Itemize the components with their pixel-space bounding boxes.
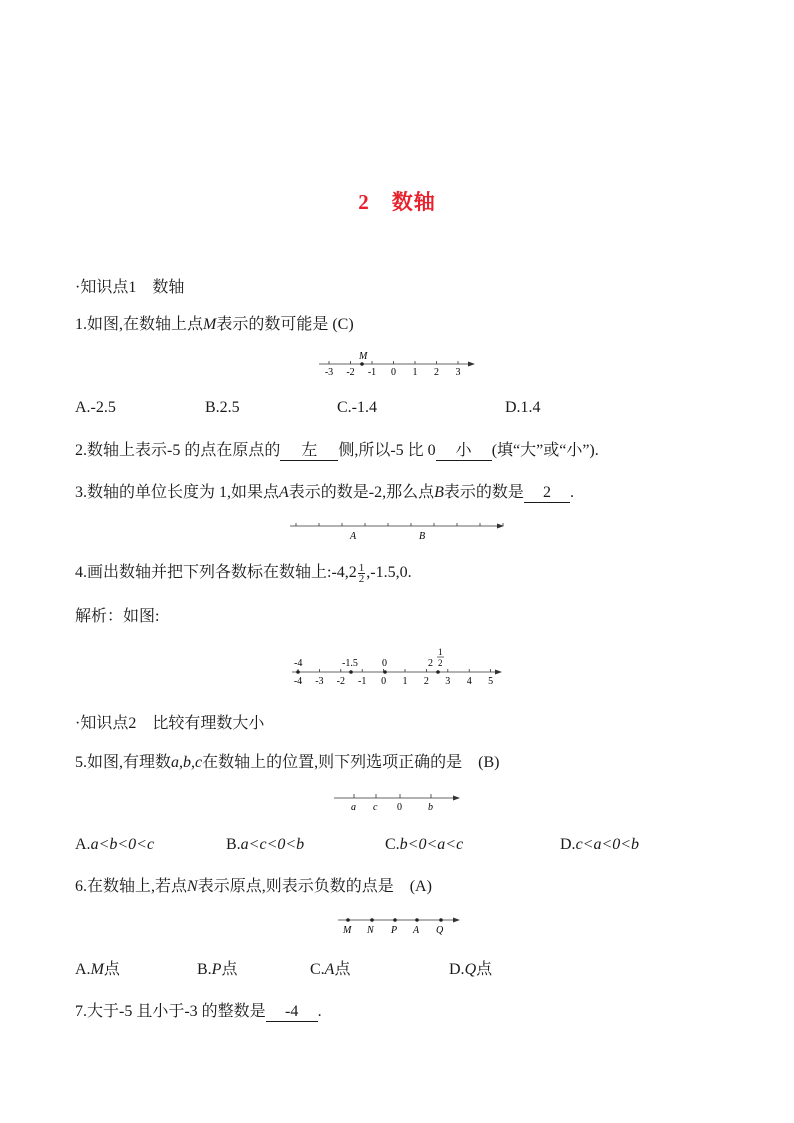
- q5-option-a-expr: a<b<0<c: [90, 836, 155, 853]
- q4-top-label-neg4: -4: [294, 658, 303, 669]
- q4-tick-label: 4: [466, 676, 472, 687]
- q5-label-a: a: [351, 802, 356, 813]
- q2-text-2: 侧,所以-5 比 0: [338, 442, 436, 459]
- q5-option-d: [560, 834, 639, 856]
- q2-answer-2: 小: [436, 442, 492, 461]
- q6-option-a-letter: A.: [75, 961, 91, 978]
- q4-frac-numerator: 1: [358, 561, 365, 574]
- q3-number-line: [286, 516, 516, 544]
- q1-tick-label: -2: [346, 367, 355, 378]
- q6-option-c-var: A: [324, 961, 335, 978]
- q5-option-b-letter: B.: [226, 836, 241, 853]
- q4-tick-label: -3: [315, 676, 324, 687]
- question-5: [75, 752, 499, 774]
- q5-option-d-letter: D.: [560, 836, 576, 853]
- q5-option-a-letter: A.: [75, 836, 91, 853]
- q1-option-c: C.-1.4: [337, 399, 377, 416]
- q1-tick-label: 3: [455, 367, 461, 378]
- q4-tick-label: 1: [402, 676, 408, 687]
- q6-number-line: [334, 912, 469, 938]
- q5-option-d-expr: c<a<0<b: [575, 836, 640, 853]
- q6-option-a-var: M: [90, 961, 104, 978]
- q4-tick-label: -1: [358, 676, 367, 687]
- knowledge-point-2: ·知识点2 比较有理数大小: [75, 715, 265, 732]
- q3-text-4: .: [569, 484, 574, 501]
- question-7: [75, 1001, 322, 1023]
- q4-tick-label: 5: [488, 676, 494, 687]
- q1-point-m: [360, 362, 364, 366]
- q4-frac-denominator: 2: [358, 572, 365, 585]
- q3-var-a: A: [279, 484, 289, 501]
- q4-point-neg4: [296, 670, 300, 674]
- q6-option-d-var: Q: [464, 961, 477, 978]
- q3-answer: 2: [524, 484, 570, 503]
- q5-vars: a,b,c: [171, 754, 203, 771]
- q5-text-2: 在数轴上的位置,则下列选项正确的是 (B): [202, 754, 500, 771]
- question-4: [75, 562, 412, 584]
- q6-label-n: N: [367, 925, 374, 936]
- q1-var: M: [203, 316, 217, 333]
- q4-number-line: [288, 645, 513, 687]
- q6-option-c-suffix: 点: [334, 961, 351, 978]
- q4-text-2: ,-1.5,0.: [366, 564, 412, 581]
- q4-tick-label: -4: [293, 676, 303, 687]
- q5-label-c: c: [373, 802, 378, 813]
- q4-tick-label: 3: [445, 676, 451, 687]
- q6-option-d-letter: D.: [449, 961, 465, 978]
- q5-option-a: [75, 834, 154, 856]
- q4-point-0: [383, 670, 387, 674]
- q4-point-2-5: [436, 670, 440, 674]
- q1-tick-label: -3: [324, 367, 334, 378]
- q7-answer: -4: [266, 1003, 318, 1022]
- q6-var: N: [187, 878, 198, 895]
- q2-text-3: (填“大”或“小”).: [491, 442, 599, 459]
- question-2: [75, 440, 599, 462]
- q1-option-b: B.2.5: [205, 399, 240, 416]
- q5-label-b: b: [428, 802, 433, 813]
- q4-fraction: [358, 563, 366, 584]
- q2-answer-1: 左: [280, 442, 338, 461]
- q1-option-d: D.1.4: [505, 399, 541, 416]
- q3-text-1: 3.数轴的单位长度为 1,如果点: [75, 484, 280, 501]
- q4-tick-label: 2: [423, 676, 429, 687]
- q6-option-d-suffix: 点: [476, 961, 493, 978]
- q5-option-c: [385, 834, 463, 856]
- q4-top-frac-denominator: 2: [438, 658, 443, 668]
- q4-text-1: 4.画出数轴并把下列各数标在数轴上:-4,2: [75, 564, 357, 581]
- q3-text-2: 表示的数是-2,那么点: [288, 484, 435, 501]
- q6-label-m: M: [343, 925, 352, 936]
- q6-option-b-var: P: [211, 961, 222, 978]
- q5-text-1: 5.如图,有理数: [75, 754, 172, 771]
- q4-top-label-2: 2: [428, 658, 433, 669]
- page-title: [0, 186, 794, 216]
- q5-option-b-expr: a<c<0<b: [240, 836, 305, 853]
- q1-tick-label: -1: [367, 367, 377, 378]
- question-1: [75, 314, 354, 336]
- q1-tick-label: 1: [412, 367, 418, 378]
- q4-top-label-neg1-5: -1.5: [342, 658, 358, 669]
- q6-label-q: Q: [436, 925, 444, 936]
- q5-label-0: 0: [397, 802, 402, 813]
- q1-stem-post: 表示的数可能是 (C): [216, 316, 354, 333]
- q6-label-p: P: [391, 925, 398, 936]
- q4-tick-label: -2: [336, 676, 345, 687]
- q5-number-line: [330, 790, 470, 814]
- q6-option-c: [310, 959, 350, 981]
- title-text: 数轴: [391, 190, 436, 214]
- q2-text-1: 2.数轴上表示-5 的点在原点的: [75, 442, 281, 459]
- q1-option-a: A.-2.5: [75, 399, 116, 416]
- question-6: [75, 876, 432, 898]
- q1-tick-label: 2: [434, 367, 439, 378]
- q6-option-b-letter: B.: [197, 961, 212, 978]
- q6-option-a-suffix: 点: [103, 961, 120, 978]
- knowledge-point-1: ·知识点1 数轴: [75, 279, 185, 296]
- q4-top-label-0: 0: [382, 658, 387, 669]
- q1-number-line: [315, 348, 485, 378]
- q4-top-frac-numerator: 1: [438, 647, 443, 657]
- q4-analysis: 解析：如图:: [75, 608, 160, 625]
- title-number: 2: [358, 190, 370, 214]
- q5-option-c-letter: C.: [385, 836, 400, 853]
- q7-text-1: 7.大于-5 且小于-3 的整数是: [75, 1003, 266, 1020]
- q6-option-c-letter: C.: [310, 961, 325, 978]
- q6-option-d: [449, 959, 492, 981]
- q1-stem-pre: 1.如图,在数轴上点: [75, 316, 204, 333]
- q6-label-a: A: [413, 925, 420, 936]
- q1-label-m: M: [359, 351, 368, 362]
- q6-option-b-suffix: 点: [221, 961, 238, 978]
- q1-tick-label: 0: [391, 367, 396, 378]
- q6-option-a: [75, 959, 120, 981]
- q5-option-c-expr: b<0<a<c: [399, 836, 464, 853]
- q5-option-b: [226, 834, 304, 856]
- q6-option-b: [197, 959, 237, 981]
- q4-tick-label: 0: [381, 676, 387, 687]
- q6-text-2: 表示原点,则表示负数的点是 (A): [197, 878, 432, 895]
- q3-label-a: A: [350, 531, 357, 542]
- q7-text-2: .: [317, 1003, 322, 1020]
- q3-var-b: B: [434, 484, 444, 501]
- q3-label-b: B: [419, 531, 426, 542]
- q4-point-neg1-5: [349, 670, 353, 674]
- q3-text-3: 表示的数是: [443, 484, 524, 501]
- q6-text-1: 6.在数轴上,若点: [75, 878, 188, 895]
- question-3: [75, 482, 574, 504]
